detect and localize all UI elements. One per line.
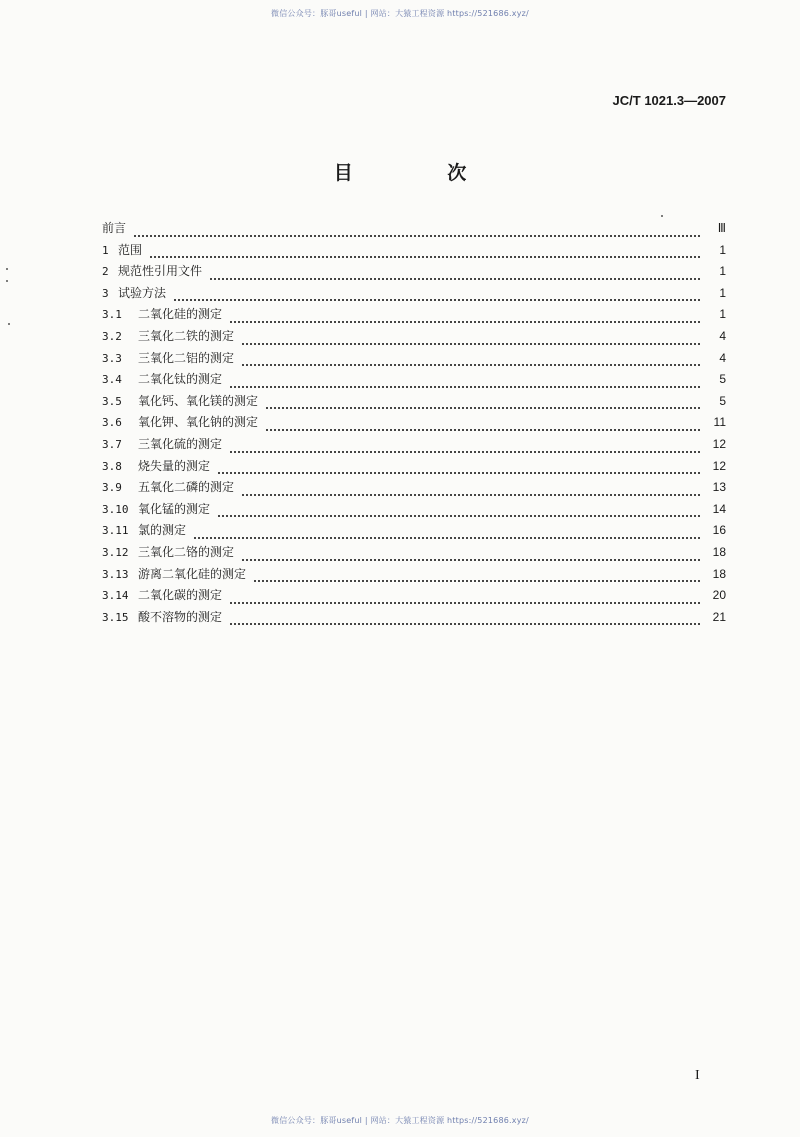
toc-entry-page: Ⅲ [717,221,726,235]
toc-entry [102,521,726,543]
toc-entry [102,457,726,479]
toc-entry-number: 3.7 [102,437,122,451]
toc-entry [102,608,726,630]
toc-entry-number: 1 [102,243,109,257]
toc-entry [102,370,726,392]
toc-entry [102,219,726,241]
toc-entry-title: 三氧化二铬的测定 [138,544,235,559]
page-title: 目 次 [333,162,511,184]
toc-entry-number: 3 [102,286,109,300]
toc-entry [102,241,726,263]
toc-entry [102,349,726,371]
toc-entry-number: 3.14 [102,589,129,603]
toc-entry [102,478,726,500]
toc-entry-number: 3.10 [102,502,129,516]
toc-entry-number: 2 [102,265,109,279]
toc-entry-title: 三氧化二铝的测定 [138,350,235,365]
toc-entry-title: 氯的测定 [138,523,187,538]
toc-leader-dots [242,493,700,496]
toc-entry-number: 3.11 [102,524,129,538]
toc-entry-page: 1 [719,307,726,322]
toc-entry [102,262,726,284]
toc-entry-page: 5 [719,372,726,387]
toc-entry-title: 烧失量的测定 [138,458,211,473]
scan-speck [6,268,8,270]
watermark-bottom: 微信公众号：豚哥useful | 网站：大猿工程资源 https://521686.xyz/ [271,1116,529,1125]
toc-entry [102,413,726,435]
toc-leader-dots [266,428,700,431]
toc-entry-page: 20 [712,588,726,603]
toc-entry [102,435,726,457]
toc-leader-dots [210,277,700,280]
toc-leader-dots [150,255,700,258]
toc-leader-dots [218,471,700,474]
toc-entry-title: 二氧化钛的测定 [138,372,223,387]
toc-entry-title: 范围 [118,242,143,257]
toc-entry-page: 14 [712,501,726,516]
toc-entry-title: 氧化锰的测定 [138,501,211,516]
toc-entry [102,327,726,349]
toc-entry-title: 二氧化碳的测定 [138,588,223,603]
toc-entry-number: 3.2 [102,329,122,343]
toc-leader-dots [242,558,700,561]
toc-entry-number: 3.5 [102,394,122,408]
toc-entry-number: 3.12 [102,545,129,559]
page-number: I [695,1068,700,1083]
toc-entry [102,305,726,327]
toc-entry-number: 3.3 [102,351,122,365]
toc-entry-page: 5 [719,393,726,408]
toc-entry-page: 1 [719,242,726,257]
toc-entry-number: 3.4 [102,373,122,387]
toc-leader-dots [266,406,700,409]
toc-leader-dots [230,622,700,625]
toc-leader-dots [242,363,700,366]
toc-leader-dots [134,234,700,237]
toc-leader-dots [230,450,700,453]
toc-entry [102,586,726,608]
toc-entry [102,284,726,306]
toc-entry-title: 三氧化二铁的测定 [138,328,235,343]
toc-entry-title: 试验方法 [118,285,167,300]
toc-entry [102,543,726,565]
scan-speck [6,280,8,282]
standard-code: JC/T 1021.3—2007 [612,93,726,108]
toc-entry-page: 18 [712,566,726,581]
toc-entry-title: 酸不溶物的测定 [138,609,223,624]
toc-entry-number: 3.8 [102,459,122,473]
toc-entry-title: 二氧化硅的测定 [138,307,223,322]
toc-entry-number: 3.1 [102,308,122,322]
toc-leader-dots [254,579,700,582]
toc-entry-number: 3.15 [102,610,129,624]
scan-speck [8,323,10,325]
toc-entry-page: 16 [712,523,726,538]
toc-entry-page: 18 [712,544,726,559]
toc-entry-title: 游离二氧化硅的测定 [138,566,247,581]
toc-leader-dots [230,601,700,604]
toc-entry-title: 氧化钙、氧化镁的测定 [138,393,259,408]
toc-entry-number: 3.9 [102,481,122,495]
toc-leader-dots [174,298,700,301]
toc-entry-page: 4 [719,328,726,343]
toc-entry-number: 3.6 [102,416,122,430]
toc-entry-title: 五氧化二磷的测定 [138,480,235,495]
toc-entry-page: 21 [712,609,726,624]
toc-leader-dots [218,514,700,517]
watermark-top: 微信公众号：豚哥useful | 网站：大猿工程资源 https://521686.xyz/ [271,9,529,18]
toc-entry-page: 4 [719,350,726,365]
toc-entry-page: 12 [712,436,726,451]
toc-entry-page: 13 [712,480,726,495]
toc-entry-page: 1 [719,264,726,279]
toc-entry [102,500,726,522]
toc-entry-page: 12 [712,458,726,473]
toc-leader-dots [194,536,700,539]
toc-entry-page: 1 [719,285,726,300]
toc-leader-dots [230,385,700,388]
table-of-contents [102,219,726,629]
toc-entry-page: 11 [713,415,726,430]
toc-entry [102,565,726,587]
toc-entry-title: 氧化钾、氧化钠的测定 [138,415,259,430]
toc-entry-title: 三氧化硫的测定 [138,436,223,451]
toc-entry [102,392,726,414]
toc-leader-dots [242,342,700,345]
toc-leader-dots [230,320,700,323]
toc-entry-title: 规范性引用文件 [118,264,203,279]
toc-entry-title: 前言 [102,221,127,235]
toc-entry-number: 3.13 [102,567,129,581]
scan-speck [661,215,663,217]
